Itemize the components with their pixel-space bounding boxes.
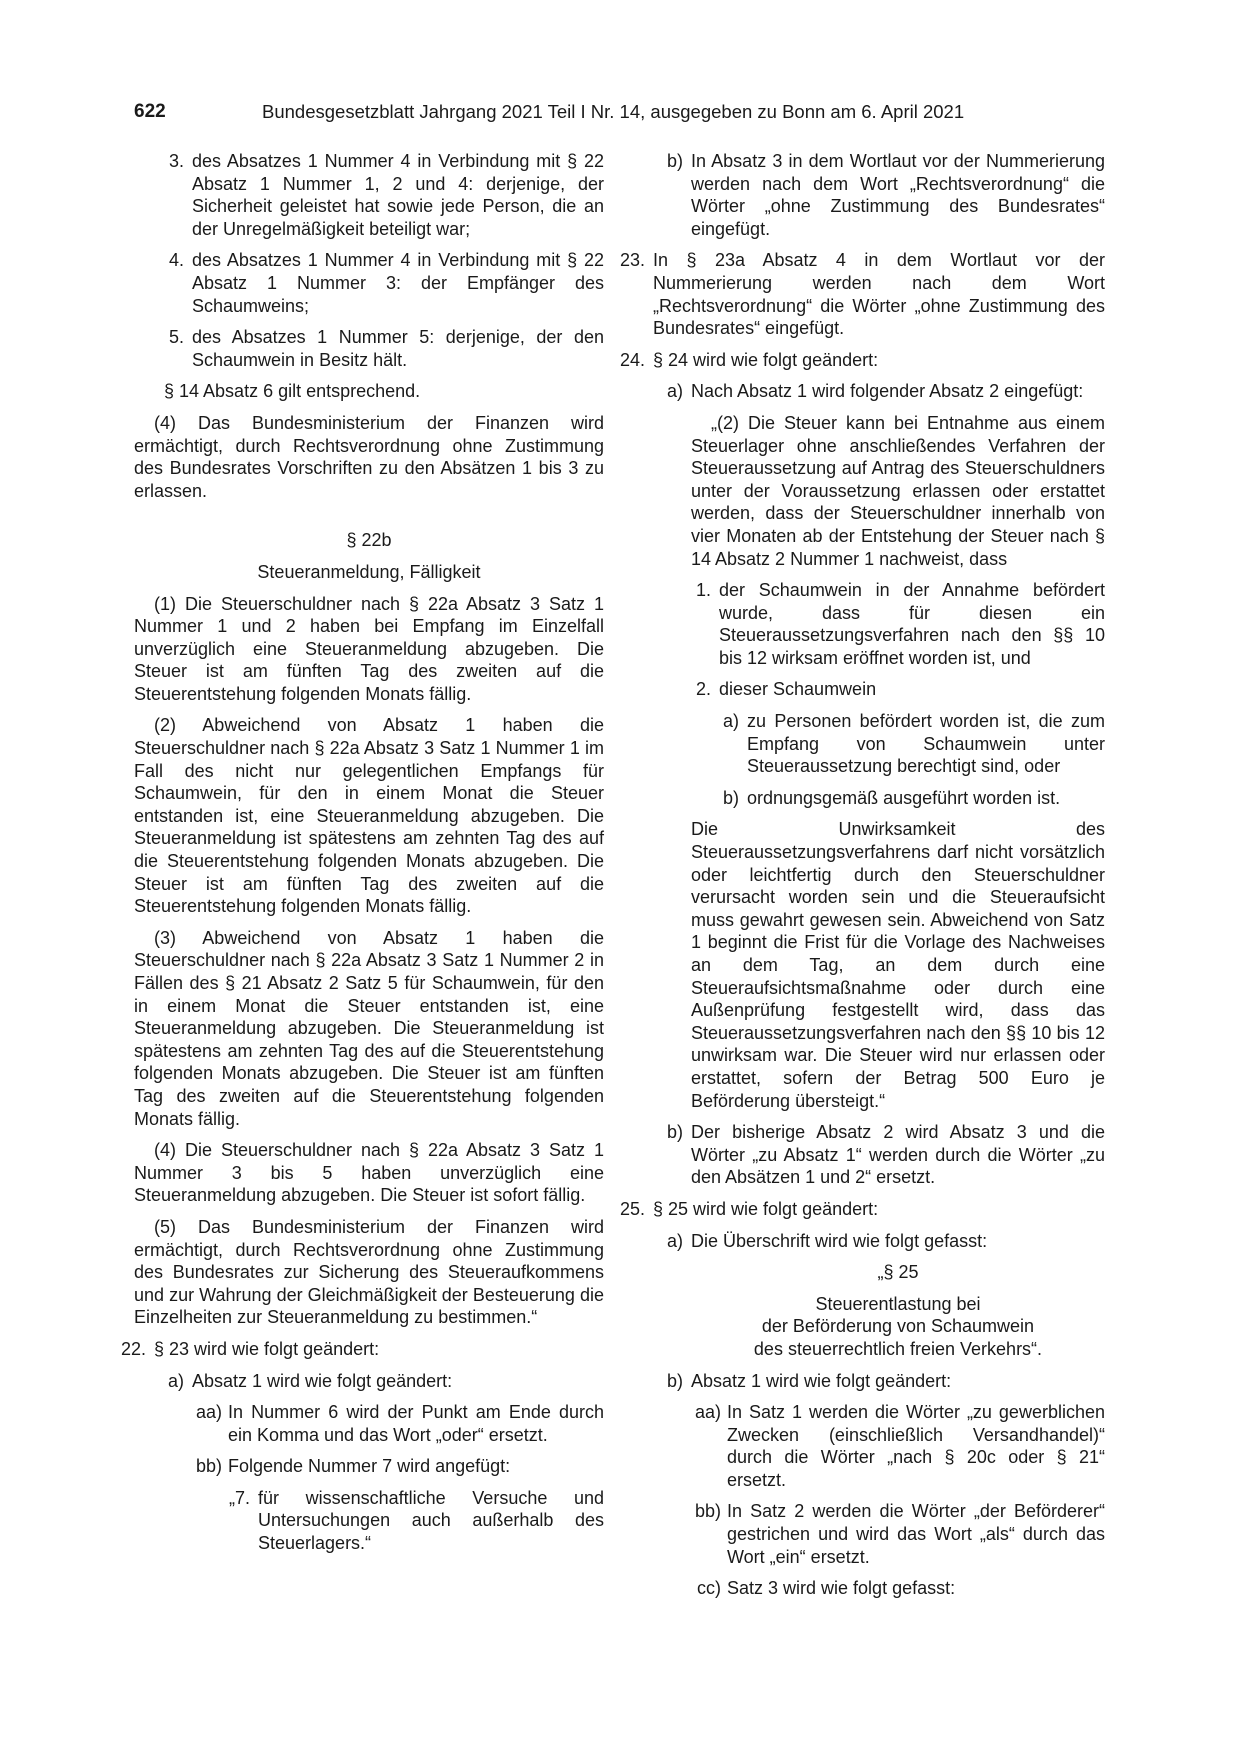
- item-text: des Absatzes 1 Nummer 5: derjenige, der den Schaumwein in Besitz hält.: [192, 327, 604, 370]
- list-item: [617, 249, 1105, 339]
- item-text: Satz 3 wird wie folgt gefasst:: [727, 1578, 956, 1599]
- running-header: Bundesgesetzblatt Jahrgang 2021 Teil I Nr. 14, ausgegeben zu Bonn am 6. April 2021: [262, 101, 965, 122]
- list-item: [164, 326, 604, 371]
- item-number: bb): [694, 1501, 721, 1522]
- item-number: b): [722, 787, 739, 808]
- item-text: ordnungsgemäß ausgeführt worden ist.: [747, 787, 1061, 808]
- list-item: [691, 579, 1105, 669]
- list-item: [663, 1121, 1105, 1189]
- page-number: 622: [134, 101, 166, 122]
- quoted-section-title-line: der Beförderung von Schaumwein: [761, 1316, 1035, 1337]
- item-text: In § 23a Absatz 4 in dem Wortlaut vor der Nummerierung werden nach dem Wort „Rechtsverordnung“ die Wörter „ohne Zustimmung des Bundesrates“ eingefügt.: [653, 250, 1105, 339]
- quoted-section-title-line: des steuerrechtlich freien Verkehrs“.: [753, 1338, 1043, 1359]
- item-number: 23.: [619, 250, 645, 271]
- item-number: 22.: [120, 1338, 146, 1359]
- item-number: b): [666, 1122, 683, 1143]
- item-number: aa): [195, 1402, 222, 1423]
- list-item: [691, 1500, 1105, 1568]
- item-number: „7.: [228, 1487, 250, 1508]
- quoted-paragraph: „(2) Die Steuer kann bei Entnahme aus einem Steuerlager ohne anschließendes Verfahren der Steueraussetzung auf Antrag des Steuerschuldners unter der Voraussetzung erlassen oder erstattet werden, dass der Steuerschuldner innerhalb von vier Monaten ab der Entstehung der Steuer nach § 14 Absatz 2 Nummer 1 nachweist, dass: [691, 412, 1105, 569]
- item-number: 3.: [168, 151, 184, 171]
- left-column: [120, 150, 604, 1564]
- paragraph: (1) Die Steuerschuldner nach § 22a Absatz 3 Satz 1 Nummer 1 und 2 haben bei Empfang im Einzelfall unverzüglich eine Steueranmeldung abzugeben. Die Steuer ist am fünften Tag des zweiten auf die Steuerentstehung folgenden Monats fällig.: [134, 593, 604, 704]
- item-text: In Nummer 6 wird der Punkt am Ende durch ein Komma und das Wort „oder“ ersetzt.: [228, 1402, 604, 1445]
- list-item: [192, 1455, 604, 1478]
- quoted-section-number: „§ 25: [877, 1262, 919, 1283]
- section-number: § 22b: [346, 530, 392, 551]
- item-number: 4.: [168, 250, 184, 271]
- item-text: § 25 wird wie folgt geändert:: [653, 1198, 879, 1219]
- list-item: [691, 1401, 1105, 1491]
- list-item: [164, 249, 604, 317]
- item-text: des Absatzes 1 Nummer 4 in Verbindung mit § 22 Absatz 1 Nummer 3: der Empfänger des Schaumweins;: [192, 250, 604, 316]
- list-item: [691, 678, 1105, 701]
- list-item: [663, 150, 1105, 240]
- list-item: [617, 349, 1105, 372]
- item-text: der Schaumwein in der Annahme befördert wurde, dass für diesen ein Steueraussetzungsverfahren nach den §§ 10 bis 12 wirksam eröffnet worden ist, und: [719, 580, 1105, 668]
- item-text: In Satz 2 werden die Wörter „der Beförderer“ gestrichen und wird das Wort „als“ durch das Wort „ein“ ersetzt.: [727, 1501, 1105, 1567]
- item-text: Der bisherige Absatz 2 wird Absatz 3 und die Wörter „zu Absatz 1“ werden durch die Wörter „zu den Absätzen 1 und 2“ ersetzt.: [691, 1122, 1105, 1188]
- item-number: a): [722, 711, 739, 732]
- item-text: In Satz 1 werden die Wörter „zu gewerblichen Zwecken (einschließlich Versandhandel)“ durch die Wörter „nach § 20c oder § 21“ ersetzt.: [727, 1402, 1105, 1490]
- item-text: Absatz 1 wird wie folgt geändert:: [192, 1370, 453, 1391]
- item-text: § 23 wird wie folgt geändert:: [154, 1338, 380, 1359]
- item-text: Folgende Nummer 7 wird angefügt:: [228, 1456, 511, 1477]
- item-text: zu Personen befördert worden ist, die zum Empfang von Schaumwein unter Steueraussetzung berechtigt sind, oder: [747, 711, 1105, 777]
- item-number: 2.: [695, 679, 711, 700]
- paragraph: (5) Das Bundesministerium der Finanzen wird ermächtigt, durch Rechtsverordnung ohne Zustimmung des Bundesrates zur Sicherung des Steueraufkommens und zur Wahrung der Gleichmäßigkeit der Besteuerung die Einzelheiten zur Steueranmeldung zu bestimmen.“: [134, 1216, 604, 1328]
- item-number: 25.: [619, 1198, 645, 1219]
- list-item: [691, 1577, 1105, 1600]
- item-number: cc): [697, 1578, 721, 1599]
- paragraph: (4) Die Steuerschuldner nach § 22a Absatz 3 Satz 1 Nummer 3 bis 5 haben unverzüglich eine Steueranmeldung abzugeben. Die Steuer ist sofort fällig.: [134, 1140, 604, 1206]
- list-item: [222, 1487, 604, 1555]
- item-number: 1.: [695, 580, 711, 601]
- list-item: [719, 710, 1105, 778]
- item-text: Die Überschrift wird wie folgt gefasst:: [691, 1230, 988, 1251]
- item-number: a): [666, 1230, 683, 1251]
- quoted-paragraph: Die Unwirksamkeit des Steueraussetzungsverfahrens darf nicht vorsätzlich oder leichtfertig durch den Steuerschuldner verursacht worden sein und die Steueraufsicht muss gewahrt gewesen sein. Abweichend von Satz 1 beginnt die Frist für die Vorlage des Nachweises an dem Tag, an dem durch eine Steueraufsichtsmaßnahme oder durch eine Außenprüfung festgestellt wird, dass das Steueraussetzungsverfahren nach den §§ 10 bis 12 unwirksam war. Die Steuer wird nur erlassen oder erstattet, sofern der Betrag 500 Euro je Beförderung übersteigt.“: [691, 819, 1105, 1111]
- item-text: Nach Absatz 1 wird folgender Absatz 2 eingefügt:: [691, 381, 1084, 402]
- paragraph: (2) Abweichend von Absatz 1 haben die Steuerschuldner nach § 22a Absatz 3 Satz 1 Nummer 1 im Fall des nicht nur gelegentlichen Empfangs für Schaumwein, für den in einem Monat die Steuer entstanden ist, eine Steueranmeldung abzugeben. Die Steueranmeldung ist spätestens am zehnten Tag des auf die Steuerentstehung folgenden Monats abzugeben. Die Steuer ist am fünften Tag des zweiten auf die Steuerentstehung folgenden Monats fällig.: [134, 715, 604, 917]
- list-item: [617, 1198, 1105, 1221]
- list-item: [164, 150, 604, 240]
- item-text: für wissenschaftliche Versuche und Untersuchungen auch außerhalb des Steuerlagers.“: [258, 1487, 604, 1554]
- item-number: aa): [694, 1402, 721, 1423]
- item-number: b): [666, 151, 683, 171]
- item-number: 24.: [619, 349, 645, 370]
- list-item: [663, 1370, 1105, 1393]
- section-title: Steueranmeldung, Fälligkeit: [257, 561, 481, 582]
- paragraph: (4) Das Bundesministerium der Finanzen wird ermächtigt, durch Rechtsverordnung ohne Zustimmung des Bundesrates Vorschriften zu den Absätzen 1 bis 3 zu erlassen.: [134, 412, 604, 501]
- item-number: a): [666, 381, 683, 402]
- list-item: [663, 1230, 1105, 1253]
- item-text: In Absatz 3 in dem Wortlaut vor der Nummerierung werden nach dem Wort „Rechtsverordnung“ die Wörter „ohne Zustimmung des Bundesrates“ eingefügt.: [691, 151, 1105, 239]
- list-item: [118, 1338, 604, 1361]
- right-column: [619, 150, 1105, 1609]
- list-item: [192, 1401, 604, 1446]
- list-item: [719, 787, 1105, 810]
- item-number: b): [666, 1370, 683, 1391]
- item-text: des Absatzes 1 Nummer 4 in Verbindung mit § 22 Absatz 1 Nummer 1, 2 und 4: derjenige, der Sicherheit geleistet hat sowie jede Person, die an der Unregelmäßigkeit beteiligt war;: [192, 151, 604, 239]
- quoted-section-title-line: Steuerentlastung bei: [815, 1293, 981, 1314]
- item-number: a): [167, 1370, 184, 1391]
- item-text: Absatz 1 wird wie folgt geändert:: [691, 1370, 952, 1391]
- list-item: [164, 1370, 604, 1393]
- item-number: 5.: [168, 327, 184, 348]
- paragraph: (3) Abweichend von Absatz 1 haben die Steuerschuldner nach § 22a Absatz 3 Satz 1 Nummer 2 in Fällen des § 21 Absatz 2 Satz 5 für Schaumwein, für den in einem Monat die Steuer entstanden ist, eine Steueranmeldung abzugeben. Die Steueranmeldung ist spätestens am zehnten Tag des auf die Steuerentstehung folgenden Monats abzugeben. Die Steuer ist am fünften Tag des zweiten auf die Steuerentstehung folgenden Monats fällig.: [134, 927, 604, 1129]
- item-text: § 24 wird wie folgt geändert:: [653, 349, 879, 370]
- paragraph: § 14 Absatz 6 gilt entsprechend.: [164, 381, 421, 402]
- quoted-heading: [691, 1261, 1105, 1360]
- list-item: [663, 380, 1105, 403]
- item-text: dieser Schaumwein: [719, 679, 877, 700]
- item-number: bb): [195, 1456, 222, 1477]
